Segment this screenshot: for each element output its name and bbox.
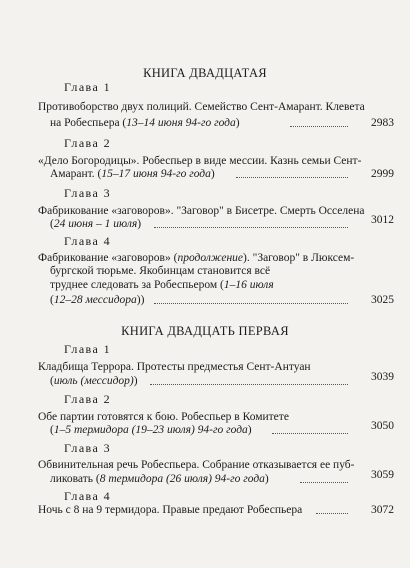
chapter-label: Глава 2 bbox=[64, 392, 111, 406]
entry-line: ликовать (8 термидора (26 июля) 94-го года) bbox=[50, 473, 269, 485]
leader-dots bbox=[150, 384, 348, 385]
entry-line: «Дело Богородицы». Робеспьер в виде мессии. Казнь семьи Сент- bbox=[38, 155, 362, 167]
leader-dots bbox=[154, 227, 348, 228]
leader-dots bbox=[272, 433, 348, 434]
entry-line: труднее следовать за Робеспьером (1–16 июля bbox=[50, 279, 274, 291]
chapter-label: Глава 4 bbox=[64, 489, 111, 503]
entry-line: (1–5 термидора (19–23 июля) 94-го года) bbox=[50, 424, 252, 436]
leader-dots bbox=[236, 177, 348, 178]
leader-dots bbox=[154, 303, 348, 304]
page-number: 3072 bbox=[371, 504, 394, 516]
entry-line: (12–28 мессидора)) bbox=[50, 294, 145, 306]
entry-line: на Робеспьера (13–14 июня 94-го года) bbox=[50, 117, 240, 129]
entry-line: Противоборство двух полиций. Семейство Сент-Амарант. Клевета bbox=[38, 101, 365, 113]
chapter-label: Глава 1 bbox=[64, 342, 111, 356]
entry-line: Ночь с 8 на 9 термидора. Правые предают Робеспьера bbox=[38, 504, 303, 516]
page-number: 3025 bbox=[371, 294, 394, 306]
entry-line: Обе партии готовятся к бою. Робеспьер в Комитете bbox=[38, 411, 289, 423]
entry-line: Обвинительная речь Робеспьера. Собрание отказывается ее пуб- bbox=[38, 459, 355, 471]
book-heading: КНИГА ДВАДЦАТЬ ПЕРВАЯ bbox=[121, 324, 289, 338]
leader-dots bbox=[290, 126, 348, 127]
leader-dots bbox=[300, 482, 348, 483]
chapter-label: Глава 2 bbox=[64, 136, 111, 150]
entry-line: Амарант. (15–17 июня 94-го года) bbox=[50, 168, 215, 180]
page-number: 3050 bbox=[371, 420, 394, 432]
chapter-label: Глава 4 bbox=[64, 234, 111, 248]
page-number: 2983 bbox=[371, 117, 394, 129]
book-heading: КНИГА ДВАДЦАТАЯ bbox=[143, 66, 267, 80]
page-number: 2999 bbox=[371, 168, 394, 180]
entry-line: (24 июня – 1 июля) bbox=[50, 218, 142, 230]
entry-line: Кладбища Террора. Протесты предместья Сент-Антуан bbox=[38, 361, 311, 373]
page-number: 3059 bbox=[371, 469, 394, 481]
leader-dots bbox=[316, 513, 348, 514]
page-number: 3039 bbox=[371, 371, 394, 383]
chapter-label: Глава 3 bbox=[64, 186, 111, 200]
chapter-label: Глава 1 bbox=[64, 80, 111, 94]
chapter-label: Глава 3 bbox=[64, 441, 111, 455]
entry-line: Фабрикование «заговоров» (продолжение). "Заговор" в Люксем- bbox=[38, 252, 355, 264]
entry-line: (июль (мессидор)) bbox=[50, 375, 138, 387]
entry-line: бургской тюрьме. Якобинцам становится всё bbox=[50, 265, 271, 277]
entry-line: Фабрикование «заговоров». "Заговор" в Бисетре. Смерть Осселена bbox=[38, 205, 365, 217]
page-number: 3012 bbox=[371, 214, 394, 226]
